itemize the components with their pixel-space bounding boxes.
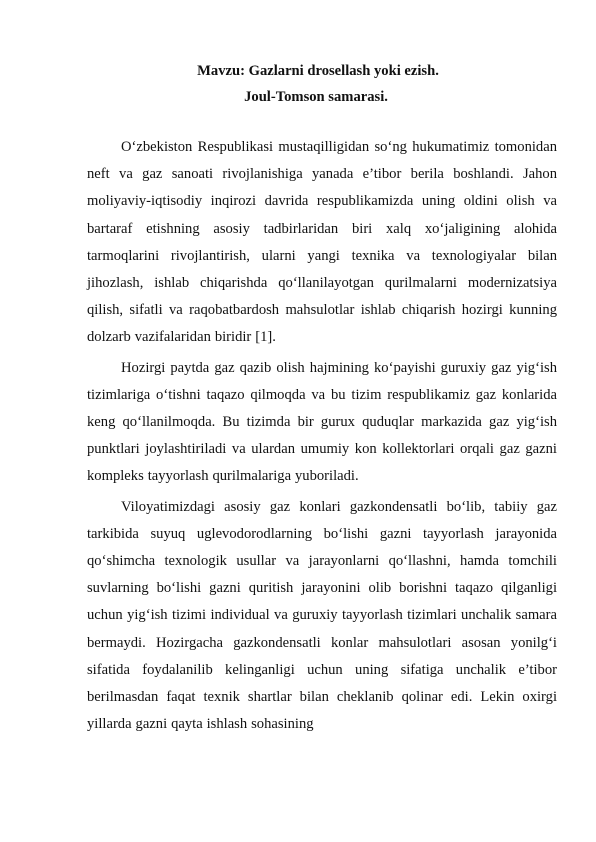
document-body: [87, 134, 557, 738]
paragraph-3: Viloyatimizdagi asosiy gaz konlari gazkondensatli bo‘lib, tabiiy gaz tarkibida suyuq uglevodorodlarning bo‘lishi gazni tayyorlash jarayonida qo‘shimcha texnologik usullar va jarayonlarni qo‘llashni, hamda tomchili suvlarning bo‘lishi gazni quritish jarayonini olib borishni taqazo qilganligi uchun yig‘ish tizimi individual va guruxiy tayyorlash tizimlari unchalik samara bermaydi. Hozirgacha gazkondensatli konlar mahsulotlari asosan yonilg‘i sifatida foydalanilib kelinganligi uchun uning sifatiga unchalik e’tibor berilmasdan faqat texnik shartlar bilan cheklanib qolinar edi. Lekin oxirgi yillarda gazni qayta ishlash sohasining: [87, 498, 557, 733]
paragraph-2: Hozirgi paytda gaz qazib olish hajmining ko‘payishi guruxiy gaz yig‘ish tizimlariga o‘tishni taqazo qilmoqda va bu tizim respublikamiz gaz konlarida keng qo‘llanilmoqda. Bu tizimda bir gurux quduqlar markazida gaz yig‘ish punktlari joylashtiriladi va ulardan umumiy kon kollektorlari orqali gaz gazni kompleks tayyorlash qurilmalariga yuboriladi.: [87, 359, 557, 485]
page-subtitle: Joul-Tomson samarasi.: [244, 89, 388, 105]
paragraph-1: O‘zbekiston Respublikasi mustaqilligidan so‘ng hukumatimiz tomonidan neft va gaz sanoati rivojlanishiga yanada e’tibor berila boshlandi. Jahon moliyaviy-iqtisodiy inqirozi davrida respublikamizda uning oldini olish va bartaraf etishning asosiy tadbirlaridan biri xalq xo‘jaligining alohida tarmoqlarini rivojlantirish, ularni yangi texnika va texnologiyalar bilan jihozlash, ishlab chiqarishda qo‘llanilayotgan qurilmalarni modernizatsiya qilish, sifatli va raqobatbardosh mahsulotlar ishlab chiqarish hozirgi kunning dolzarb vazifalaridan biridir [1].: [87, 139, 557, 346]
page-title: Mavzu: Gazlarni drosellash yoki ezish.: [197, 63, 439, 79]
